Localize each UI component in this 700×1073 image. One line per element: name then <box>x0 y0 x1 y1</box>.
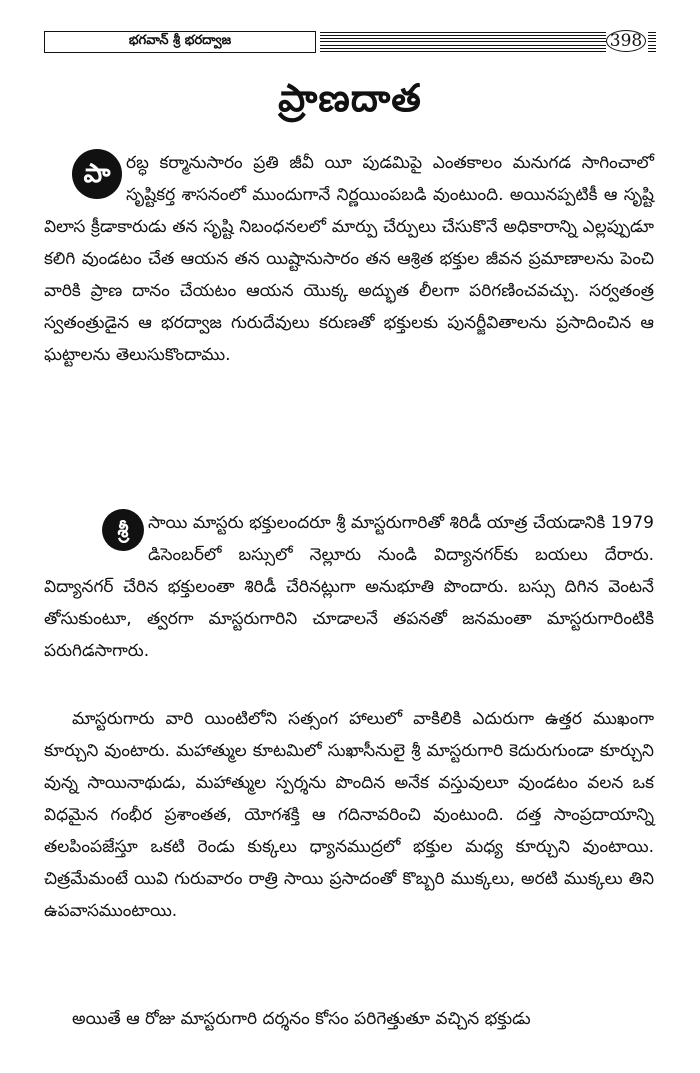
paragraph-1 <box>44 147 654 371</box>
book-title: భగవాన్ శ్రీ భరద్వాజ <box>128 33 232 48</box>
header-rule-lines <box>320 32 606 52</box>
paragraph-2-text: సాయి మాస్టరు భక్తులందరూ శ్రీ మాస్టరుగారితో శిరిడీ యాత్ర చేయడానికి 1979 డిసెంబర్‌లో బస్సులో నెల్లూరు నుండి విద్యానగర్‌కు బయలు దేరారు. విద్యానగర్ చేరిన భక్తులంతా శిరిడీ చేరినట్లుగా అనుభూతి పొందారు. బస్సు దిగిన వెంటనే తోసుకుంటూ, త్వరగా మాస్టరుగారిని చూడాలనే తపనతో జనమంతా మాస్టరుగారింటికి పరుగిడసాగారు. <box>44 513 654 661</box>
paragraph-1-text: రబ్ధ కర్మానుసారం ప్రతి జీవీ యీ పుడమిపై ఎంతకాలం మనుగడ సాగించాలో సృష్టికర్త శాసనంలో ముందుగానే నిర్ణయింపబడి వుంటుంది. అయినప్పటికీ ఆ సృష్టి విలాస క్రీడాకారుడు తన సృష్టి నిబంధనలలో మార్పు చేర్పులు చేసుకొనే అధికారాన్ని ఎల్లప్పుడూ కలిగి వుండటం చేత ఆయన తన యిష్టానుసారం తన ఆశ్రిత భక్తుల జీవన ప్రమాణాలను పెంచి వారికి ప్రాణ దానం చేయటం ఆయన యొక్క అద్భుత లీలగా పరిగణించవచ్చు. సర్వతంత్ర స్వతంత్రుడైన ఆ భరద్వాజ గురుదేవులు కరుణతో భక్తులకు పునర్జీవితాలను ప్రసాదించిన ఆ ఘట్టాలను తెలుసుకొందాము. <box>44 153 654 365</box>
running-header <box>44 31 656 57</box>
paragraph-4: అయితే ఆ రోజు మాస్టరుగారి దర్శనం కోసం పరిగెత్తుతూ వచ్చిన భక్తుడు <box>72 1009 531 1029</box>
paragraph-2 <box>44 507 654 667</box>
page-number: 398 <box>606 30 646 52</box>
chapter-title: ప్రాణదాత <box>278 76 422 120</box>
book-title-box <box>44 31 316 53</box>
dropcap-1: పా <box>72 149 122 199</box>
dropcap-2: శ్రీ <box>102 509 144 551</box>
paragraph-3: మాస్టరుగారు వారి యింటిలోని సత్సంగ హాలులో వాకిలికి ఎదురుగా ఉత్తర ముఖంగా కూర్చుని వుంటారు. మహాత్ముల కూటమిలో సుఖాసీనులై శ్రీ మాస్టరుగారి కెదురుగుండా కూర్చుని వున్న సాయినాథుడు, మహాత్ముల స్పర్శను పొందిన అనేక వస్తువులూ వుండటం వలన ఒక విధమైన గంభీర ప్రశాంతత, యోగశక్తి ఆ గదినావరించి వుంటుంది. దత్త సాంప్రదాయాన్ని తలపింపజేస్తూ ఒకటి రెండు కుక్కలు ధ్యానముద్రలో భక్తుల మధ్య కూర్చుని వుంటాయి. చిత్రమేమంటే యివి గురువారం రాత్రి సాయి ప్రసాదంతో కొబ్బరి ముక్కలు, అరటి ముక్కలు తిని ఉపవాసముంటాయి. <box>44 709 654 921</box>
header-rule-lines-right <box>648 32 656 52</box>
